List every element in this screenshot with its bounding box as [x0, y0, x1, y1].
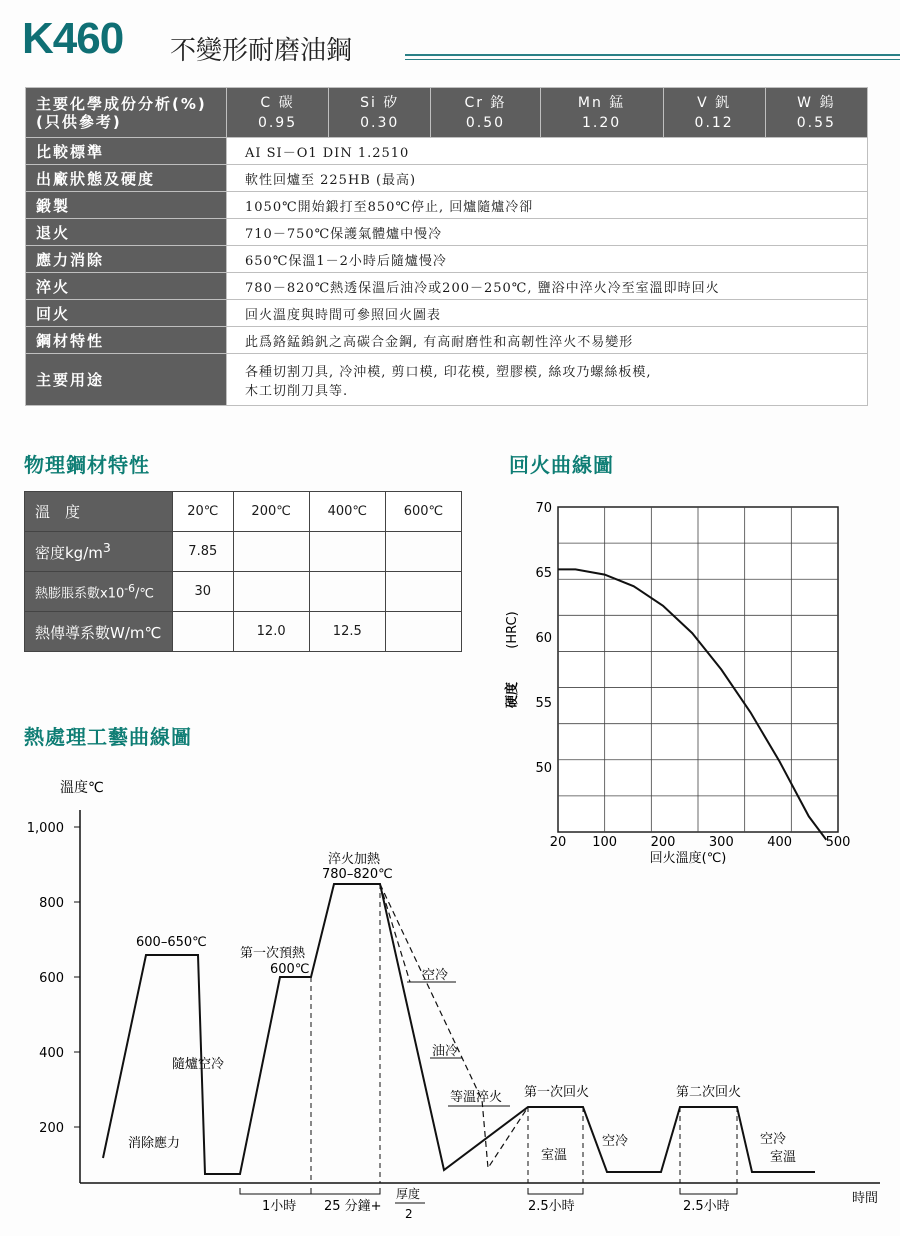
label-iso-quench: 等溫淬火 [450, 1090, 503, 1105]
spec-value: 1050℃開始鍛打至850℃停止, 回爐隨爐冷卻 [227, 192, 868, 219]
physical-cell [385, 532, 461, 572]
physical-cell [233, 532, 309, 572]
tempering-xtick: 300 [708, 835, 734, 850]
time-bracket-2 [311, 1188, 380, 1194]
element-value: 0.55 [796, 114, 836, 131]
label-preheat-temp: 600℃ [270, 962, 310, 977]
element-mn [540, 88, 663, 138]
spec-label: 應力消除 [26, 246, 227, 273]
composition-label-line2: (只供參考) [36, 112, 122, 131]
spec-label: 回火 [26, 300, 227, 327]
tempering-title: 回火曲線圖 [509, 453, 614, 477]
label-furnace-cool: 隨爐空冷 [172, 1057, 225, 1072]
element-value: 0.95 [257, 114, 298, 131]
element-v [663, 88, 765, 138]
process-yticks [27, 821, 80, 1136]
spec-row [26, 192, 868, 219]
time-bracket-4 [680, 1188, 737, 1194]
physical-header-label: 溫 度 [25, 492, 173, 532]
element-symbol: Cr 鉻 [464, 94, 507, 111]
physical-cell [309, 572, 385, 612]
physical-header-cell: 20℃ [173, 492, 234, 532]
tempering-xtick: 100 [592, 835, 618, 850]
element-value: 0.50 [465, 114, 506, 131]
page-header [22, 14, 900, 70]
physical-cell: 30 [173, 572, 234, 612]
physical-row [25, 532, 462, 572]
tempering-xlabel: 回火溫度(℃) [649, 851, 727, 866]
process-iso-quench-curve [380, 884, 528, 1168]
label-temper-time1: 2.5小時 [528, 1199, 575, 1214]
label-room-temp: 室溫 [541, 1148, 568, 1163]
tempering-xtick: 400 [767, 835, 793, 850]
spec-value: 710－750℃保護氣體爐中慢冷 [227, 219, 868, 246]
label-stress-name: 消除應力 [128, 1136, 181, 1151]
tempering-xtick: 200 [650, 835, 676, 850]
label-temper1: 第一次回火 [524, 1085, 590, 1100]
label-text: 熱傳導系數W/m℃ [35, 624, 162, 642]
spec-row [26, 354, 868, 406]
label-oil-cool: 油冷 [432, 1044, 459, 1059]
label-temper2: 第二次回火 [676, 1085, 742, 1100]
spec-value [227, 354, 868, 406]
tempering-ytick: 70 [535, 501, 552, 516]
physical-row [25, 572, 462, 612]
tempering-ytick: 60 [535, 631, 552, 646]
spec-label: 淬火 [26, 273, 227, 300]
element-value: 0.30 [360, 114, 400, 131]
label-text: 熱膨脹系數x10 [35, 586, 125, 602]
time-bracket-1 [240, 1188, 311, 1194]
steel-code: K460 [22, 14, 124, 63]
process-main-curve [103, 884, 815, 1174]
label-preheat: 第一次預熱 [240, 946, 306, 961]
physical-cell [233, 572, 309, 612]
spec-value: 780－820℃熱透保溫后油冷或200－250℃, 鹽浴中淬火冷至室溫即時回火 [227, 273, 868, 300]
process-xlabel: 時間 [852, 1191, 879, 1206]
physical-cell [173, 612, 234, 652]
spec-row [26, 138, 868, 165]
spec-label: 鍛製 [26, 192, 227, 219]
physical-table [24, 491, 462, 652]
spec-label: 比較標準 [26, 138, 227, 165]
physical-header-row [25, 492, 462, 532]
spec-value: 650℃保溫1－2小時后隨爐慢冷 [227, 246, 868, 273]
label-air-cool3: 空冷 [760, 1132, 787, 1147]
spec-value-line2: 木工切削刀具等. [245, 383, 349, 399]
spec-value: 回火溫度與時間可參照回火圖表 [227, 300, 868, 327]
label-temper-time2: 2.5小時 [683, 1199, 730, 1214]
element-w [765, 88, 867, 138]
spec-value: 軟性回爐至 225HB (最高) [227, 165, 868, 192]
spec-label: 出廠狀態及硬度 [26, 165, 227, 192]
physical-row-label [25, 612, 173, 652]
physical-row-label [25, 532, 173, 572]
label-one-hour: 1小時 [262, 1199, 297, 1214]
physical-row [25, 612, 462, 652]
physical-header-cell: 400℃ [309, 492, 385, 532]
process-chart [0, 770, 900, 1236]
physical-row-label [25, 572, 173, 612]
spec-row [26, 165, 868, 192]
tempering-ylabel-top: 硬度 [505, 681, 520, 709]
label-air-cool2: 空冷 [602, 1134, 629, 1149]
label-harden: 淬火加熱 [328, 852, 381, 867]
spec-row [26, 300, 868, 327]
spec-value-line1: 各種切割刀具, 冷沖模, 剪口模, 印花模, 塑膠模, 絲攻乃螺絲板模, [245, 364, 652, 380]
process-title: 熱處理工藝曲線圖 [24, 725, 192, 749]
physical-cell [385, 572, 461, 612]
process-ytick: 200 [39, 1121, 64, 1136]
process-ytick: 1,000 [26, 821, 64, 836]
physical-cell [309, 532, 385, 572]
process-ytick: 400 [39, 1046, 64, 1061]
spec-value: AI SI－O1 DIN 1.2510 [227, 138, 868, 165]
element-symbol: Si 矽 [360, 94, 400, 111]
composition-label-line1: 主要化學成份分析(%) [36, 94, 207, 113]
tempering-ytick: 55 [535, 696, 552, 711]
spec-table [25, 87, 868, 406]
physical-cell [385, 612, 461, 652]
process-air-cool-guide [380, 884, 410, 982]
spec-row [26, 273, 868, 300]
tempering-xtick: 20 [549, 835, 567, 850]
element-cr [431, 88, 540, 138]
composition-label [26, 88, 227, 138]
physical-header-cell: 200℃ [233, 492, 309, 532]
time-bracket-3 [528, 1188, 583, 1194]
element-symbol: Mn 錳 [577, 94, 626, 111]
spec-row [26, 246, 868, 273]
spec-label: 鋼材特性 [26, 327, 227, 354]
steel-name: 不變形耐磨油鋼 [170, 36, 353, 66]
tempering-ytick: 50 [535, 761, 552, 776]
process-ylabel: 溫度℃ [60, 780, 104, 796]
label-sup: 3 [102, 540, 111, 555]
spec-value: 此爲鉻錳鎢釩之高碳合金鋼, 有高耐磨性和高韌性淬火不易變形 [227, 327, 868, 354]
spec-label: 退火 [26, 219, 227, 246]
element-symbol: W 鎢 [797, 94, 836, 111]
element-symbol: V 釩 [697, 94, 732, 111]
physical-cell: 12.5 [309, 612, 385, 652]
label-sup: -6 [124, 581, 136, 595]
process-ytick: 800 [39, 896, 64, 911]
element-si [329, 88, 431, 138]
physical-cell: 7.85 [173, 532, 234, 572]
label-text: 密度kg/m [35, 544, 103, 562]
label-thickness: 厚度 [396, 1187, 421, 1201]
label-room-temp2: 室溫 [770, 1150, 797, 1165]
physical-title: 物理鋼材特性 [24, 453, 150, 477]
element-c [227, 88, 329, 138]
label-soak-time: 25 分鐘+ [324, 1199, 382, 1214]
element-value: 1.20 [581, 114, 622, 131]
process-ytick: 600 [39, 971, 64, 986]
tempering-ytick: 65 [535, 566, 552, 581]
tempering-ylabel-unit: (HRC) [505, 611, 520, 649]
spec-row [26, 327, 868, 354]
element-symbol: C 碳 [260, 94, 295, 111]
physical-header-cell: 600℃ [385, 492, 461, 532]
composition-row [26, 88, 868, 138]
label-stress-temp: 600–650℃ [136, 935, 207, 950]
spec-label: 主要用途 [26, 354, 227, 406]
tempering-xtick: 500 [825, 835, 851, 850]
label-tail: /℃ [135, 586, 155, 602]
label-harden-temp: 780–820℃ [322, 867, 393, 882]
header-rule [405, 54, 900, 60]
spec-row [26, 219, 868, 246]
element-value: 0.12 [694, 114, 734, 131]
label-divisor: 2 [405, 1207, 413, 1221]
label-air-cool: 空冷 [422, 968, 449, 983]
physical-cell: 12.0 [233, 612, 309, 652]
